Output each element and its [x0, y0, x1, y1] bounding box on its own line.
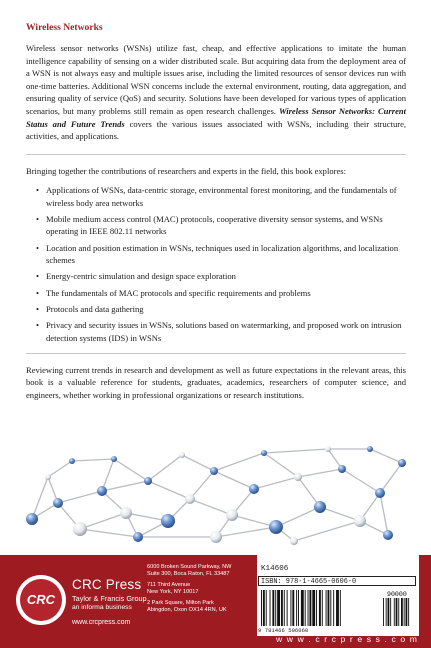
- back-cover-text: [26, 22, 406, 410]
- description-part2: covers the various issues associated with WSNs, including their structure, activities, and applications.: [26, 118, 406, 142]
- network-node: [314, 501, 326, 513]
- network-link: [58, 491, 102, 503]
- network-node: [294, 473, 302, 481]
- website-url[interactable]: w w w . c r c p r e s s . c o m: [275, 634, 418, 644]
- crc-logo-mark: CRC: [20, 579, 62, 621]
- network-node: [398, 459, 406, 467]
- barcode-bar: [312, 590, 315, 626]
- barcode-bar: [322, 590, 323, 626]
- list-item-text: Privacy and security issues in WSNs, solutions based on watermarking, and proposed work on intrusion detection systems (IDS) in WSNs: [46, 320, 402, 343]
- network-link: [48, 461, 72, 477]
- network-node: [325, 446, 331, 452]
- network-illustration: [18, 441, 414, 546]
- network-link: [148, 481, 190, 499]
- list-item-text: Protocols and data gathering: [46, 303, 144, 314]
- network-link: [148, 455, 182, 481]
- network-node: [45, 474, 51, 480]
- barcode-bar: [263, 590, 265, 626]
- barcode-bar: [301, 590, 304, 626]
- publisher-subtitle: an informa business: [72, 604, 132, 611]
- network-link: [80, 513, 126, 529]
- isbn-number: ISBN: 978-1-4665-0606-0: [258, 576, 416, 586]
- barcode-bar: [261, 590, 262, 626]
- network-link: [320, 507, 360, 521]
- closing-paragraph: Reviewing current trends in research and development as well as future expectations in the relevant areas, this book is a valuable reference for students, graduates, academics, researchers of computer science, and engineers, whether working in professional organizations or research institutions.: [26, 364, 406, 400]
- network-node: [133, 532, 143, 542]
- list-item-text: Mobile medium access control (MAC) protocols, cooperative diversity sensor systems, and WSNs operating in IEEE 802.11 networks: [46, 213, 383, 237]
- network-link: [214, 471, 254, 489]
- network-link: [72, 459, 114, 461]
- barcode-bar: [396, 598, 398, 626]
- network-link: [190, 499, 232, 515]
- list-item-text: Energy-centric simulation and design space exploration: [46, 271, 236, 282]
- publisher-name: CRC Press: [72, 577, 142, 592]
- network-link: [32, 477, 48, 519]
- crc-logo: [16, 575, 66, 625]
- network-node: [383, 530, 393, 540]
- publisher-group: Taylor & Francis Group: [72, 594, 147, 603]
- network-link: [80, 529, 138, 537]
- bullet-mark: •: [36, 242, 39, 253]
- network-node: [69, 458, 75, 464]
- bullet-mark: •: [36, 185, 39, 196]
- book-title-inline: Wireless Sensor Networks: Current Status and Future Trends: [26, 105, 406, 129]
- list-item-text: Applications of WSNs, data-centric storage, environmental forest monitoring, and the fundamentals of wireless body area networks: [46, 185, 397, 208]
- description-part1: Wireless sensor networks (WSNs) utilize fast, cheap, and effective applications to imitate the human intelligence capability of sensing on a wider distributed scale. But acquiring data from the deployment area of a WSN is not always easy and multiple issues arise, including the limited resources of sensor devices run with one-time batteries. Additional WSN concerns include the external environment, routing, data aggregation, and ensuring quality of service (QoS) and security. Solutions have been developed for various types of application scenarios, but many problems still remain as open research challenges.: [26, 43, 406, 116]
- address-line: 711 Third Avenue: [147, 582, 191, 589]
- list-item: [26, 287, 406, 299]
- network-node: [210, 467, 218, 475]
- network-node: [269, 520, 283, 534]
- barcode-bar: [336, 590, 339, 626]
- list-item: [26, 184, 406, 208]
- bullet-mark: •: [36, 287, 39, 298]
- network-link: [264, 453, 298, 477]
- barcode: [259, 589, 415, 628]
- network-node: [249, 484, 259, 494]
- price-code: 90000: [387, 591, 407, 598]
- bullet-mark: •: [36, 213, 39, 224]
- network-node: [161, 514, 175, 528]
- address-line: 2 Park Square, Milton Park: [147, 600, 214, 607]
- barcode-bar: [406, 598, 408, 626]
- barcode-bar: [266, 590, 267, 626]
- network-link: [380, 493, 388, 535]
- barcode-bar: [287, 590, 288, 626]
- network-link: [214, 453, 264, 471]
- barcode-bar: [281, 590, 283, 626]
- network-node: [261, 450, 267, 456]
- network-link: [102, 481, 148, 491]
- bullets-intro: Bringing together the contributions of researchers and experts in the field, this book explores:: [26, 165, 346, 176]
- network-link: [294, 521, 360, 541]
- publisher-addresses: [147, 564, 231, 615]
- list-item-text: The fundamentals of MAC protocols and specific requirements and problems: [46, 287, 311, 298]
- address-line: 6000 Broken Sound Parkway, NW: [147, 564, 232, 570]
- network-link: [216, 527, 276, 537]
- barcode-bar: [386, 598, 387, 626]
- list-item-text: Location and position estimation in WSNs, techniques used in localization algorithms, and localization schemes: [46, 242, 399, 265]
- barcode-bar: [290, 590, 291, 626]
- barcode-bar: [298, 590, 299, 626]
- network-node: [354, 515, 366, 527]
- barcode-bar: [394, 598, 395, 626]
- network-link: [254, 477, 298, 489]
- description-paragraph: [26, 42, 406, 143]
- list-item: [26, 242, 406, 266]
- barcode-bar: [333, 590, 334, 626]
- barcode-bar: [408, 598, 409, 626]
- barcode-bar: [390, 598, 391, 626]
- network-node: [185, 494, 195, 504]
- list-item: [26, 319, 406, 343]
- divider: [26, 353, 406, 354]
- publisher-brand: [72, 577, 147, 626]
- network-node: [210, 531, 222, 543]
- network-node: [26, 513, 38, 525]
- network-link: [370, 449, 402, 463]
- network-link: [342, 469, 380, 493]
- network-node: [73, 522, 87, 536]
- barcode-bar: [272, 590, 274, 626]
- topics-list: [26, 184, 406, 343]
- barcode-bar: [330, 590, 331, 626]
- network-node: [53, 498, 63, 508]
- barcode-bar: [340, 590, 341, 626]
- publisher-url[interactable]: www.crcpress.com: [72, 619, 131, 626]
- network-link: [298, 469, 342, 477]
- barcode-digits: 9 781466 506060: [258, 627, 309, 634]
- barcode-bar: [296, 590, 297, 626]
- barcode-bar: [308, 590, 309, 626]
- barcode-bar: [388, 598, 390, 626]
- divider: [26, 154, 406, 155]
- barcode-bar: [398, 598, 399, 626]
- barcode-bar: [270, 590, 271, 626]
- bullet-mark: •: [36, 303, 39, 314]
- network-node: [338, 465, 346, 473]
- list-item: [26, 213, 406, 237]
- list-item: [26, 270, 406, 282]
- barcode-bar: [326, 590, 327, 626]
- network-node: [226, 509, 238, 521]
- barcode-bar: [316, 590, 317, 626]
- barcode-bar: [319, 590, 321, 626]
- network-node: [111, 456, 117, 462]
- network-node: [97, 486, 107, 496]
- network-link: [102, 459, 114, 491]
- network-link: [276, 507, 320, 527]
- address-line: Abingdon, Oxon OX14 4RN, UK: [147, 607, 227, 614]
- barcode-bar: [404, 598, 405, 626]
- barcode-bar: [309, 590, 311, 626]
- barcode-bar: [328, 590, 330, 626]
- barcode-bar: [401, 598, 403, 626]
- network-node: [367, 446, 373, 452]
- network-link: [190, 471, 214, 499]
- catalog-code: K14606: [261, 565, 289, 573]
- network-node: [179, 452, 185, 458]
- network-link: [264, 449, 328, 453]
- bullet-mark: •: [36, 320, 39, 331]
- bullet-mark: •: [36, 271, 39, 282]
- list-item: [26, 303, 406, 315]
- network-node: [290, 537, 298, 545]
- address-line: New York, NY 10017: [147, 589, 199, 596]
- network-node: [144, 477, 152, 485]
- series-heading: Wireless Networks: [26, 22, 103, 33]
- barcode-bar: [292, 590, 294, 626]
- barcode-bar: [305, 590, 306, 626]
- barcode-bar: [275, 590, 276, 626]
- barcode-bar: [277, 590, 280, 626]
- barcode-bar: [284, 590, 285, 626]
- network-link: [182, 455, 214, 471]
- address-line: Suite 300, Boca Raton, FL 33487: [147, 571, 230, 578]
- network-link: [114, 459, 148, 481]
- network-link: [380, 463, 402, 493]
- network-node: [375, 488, 385, 498]
- network-node: [120, 507, 132, 519]
- barcode-bar: [383, 598, 384, 626]
